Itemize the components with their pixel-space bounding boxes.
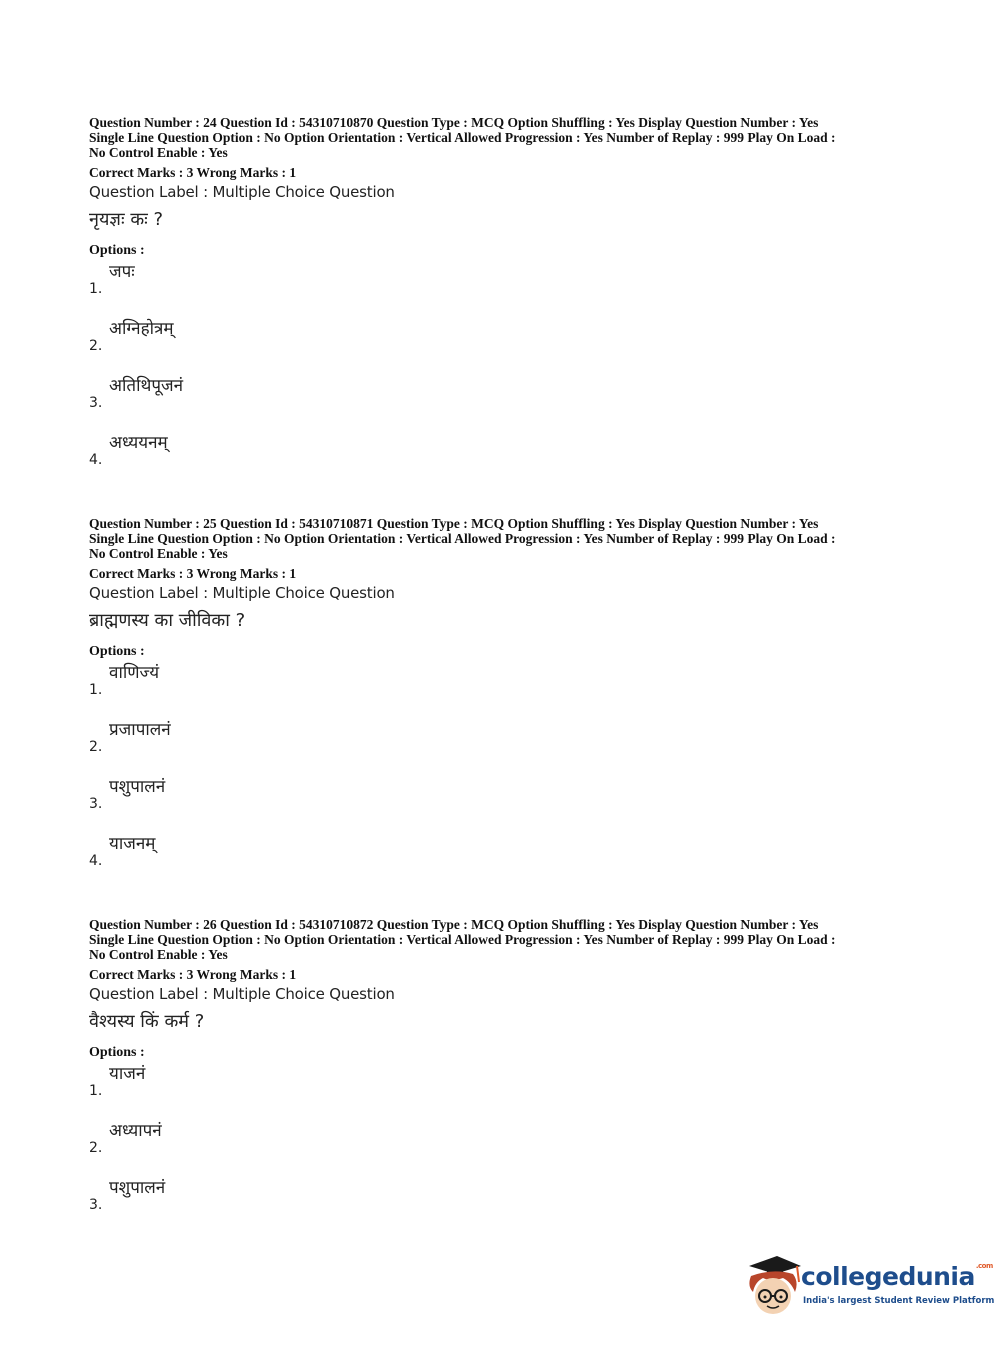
option-text: पशुपालनं [109, 1178, 166, 1198]
option-item[interactable] [89, 373, 919, 430]
option-number: 2. [89, 739, 103, 755]
option-item[interactable] [89, 717, 919, 774]
option-item[interactable] [89, 1118, 919, 1175]
question-26 [89, 917, 919, 1232]
mascot-icon [743, 1252, 803, 1322]
logo-brand [801, 1262, 993, 1291]
option-text: अध्ययनम् [109, 433, 168, 453]
option-number: 1. [89, 281, 103, 297]
options-list [89, 660, 919, 888]
question-meta-line1: Question Number : 26 Question Id : 54310710872 Question Type : MCQ Option Shuffling : Yes Display Question Number : Yes [89, 917, 819, 932]
option-text: अतिथिपूजनं [109, 376, 184, 396]
question-marks: Correct Marks : 3 Wrong Marks : 1 [89, 967, 297, 982]
option-text: पशुपालनं [109, 777, 166, 797]
question-meta-line3: No Control Enable : Yes [89, 546, 228, 561]
option-number: 2. [89, 1140, 103, 1156]
option-number: 2. [89, 338, 103, 354]
question-meta-line2: Single Line Question Option : No Option Orientation : Vertical Allowed Progression : Yes Number of Replay : 999 Play On Load : [89, 932, 836, 947]
question-meta-line1: Question Number : 25 Question Id : 54310710871 Question Type : MCQ Option Shuffling : Yes Display Question Number : Yes [89, 516, 819, 531]
option-item[interactable] [89, 1175, 919, 1232]
options-list [89, 259, 919, 487]
options-heading: Options : [89, 1045, 145, 1060]
question-24 [89, 115, 919, 487]
option-text: अध्यापनं [109, 1121, 162, 1141]
option-text: याजनम् [109, 834, 156, 854]
collegedunia-logo[interactable] [743, 1252, 995, 1322]
option-item[interactable] [89, 430, 919, 487]
question-25 [89, 516, 919, 888]
logo-tagline: India's largest Student Review Platform [803, 1296, 995, 1306]
logo-brand-name: collegedunia [801, 1262, 975, 1291]
question-text: नृयज्ञः कः ? [89, 209, 164, 230]
option-number: 3. [89, 1197, 103, 1213]
question-label: Question Label : Multiple Choice Question [89, 584, 395, 602]
option-text: अग्निहोत्रम् [109, 319, 174, 339]
option-text: प्रजापालनं [109, 720, 171, 740]
question-marks: Correct Marks : 3 Wrong Marks : 1 [89, 165, 297, 180]
option-item[interactable] [89, 660, 919, 717]
option-number: 4. [89, 853, 103, 869]
question-label: Question Label : Multiple Choice Question [89, 985, 395, 1003]
options-heading: Options : [89, 644, 145, 659]
question-meta-line1: Question Number : 24 Question Id : 54310710870 Question Type : MCQ Option Shuffling : Yes Display Question Number : Yes [89, 115, 819, 130]
option-item[interactable] [89, 1061, 919, 1118]
question-text: वैश्यस्य किं कर्म ? [89, 1011, 205, 1032]
option-text: जपः [109, 262, 135, 282]
option-item[interactable] [89, 316, 919, 373]
options-list [89, 1061, 919, 1232]
option-number: 1. [89, 682, 103, 698]
question-marks: Correct Marks : 3 Wrong Marks : 1 [89, 566, 297, 581]
option-number: 3. [89, 796, 103, 812]
question-text: ब्राह्मणस्य का जीविका ? [89, 610, 246, 631]
option-item[interactable] [89, 259, 919, 316]
logo-brand-suffix: .com [975, 1262, 993, 1270]
question-meta-line2: Single Line Question Option : No Option Orientation : Vertical Allowed Progression : Yes Number of Replay : 999 Play On Load : [89, 531, 836, 546]
option-number: 3. [89, 395, 103, 411]
question-meta-line3: No Control Enable : Yes [89, 145, 228, 160]
question-meta-line2: Single Line Question Option : No Option Orientation : Vertical Allowed Progression : Yes Number of Replay : 999 Play On Load : [89, 130, 836, 145]
question-meta-line3: No Control Enable : Yes [89, 947, 228, 962]
question-label: Question Label : Multiple Choice Question [89, 183, 395, 201]
options-heading: Options : [89, 243, 145, 258]
option-number: 1. [89, 1083, 103, 1099]
option-text: वाणिज्यं [109, 663, 160, 683]
option-item[interactable] [89, 831, 919, 888]
option-text: याजनं [109, 1064, 146, 1084]
option-item[interactable] [89, 774, 919, 831]
option-number: 4. [89, 452, 103, 468]
